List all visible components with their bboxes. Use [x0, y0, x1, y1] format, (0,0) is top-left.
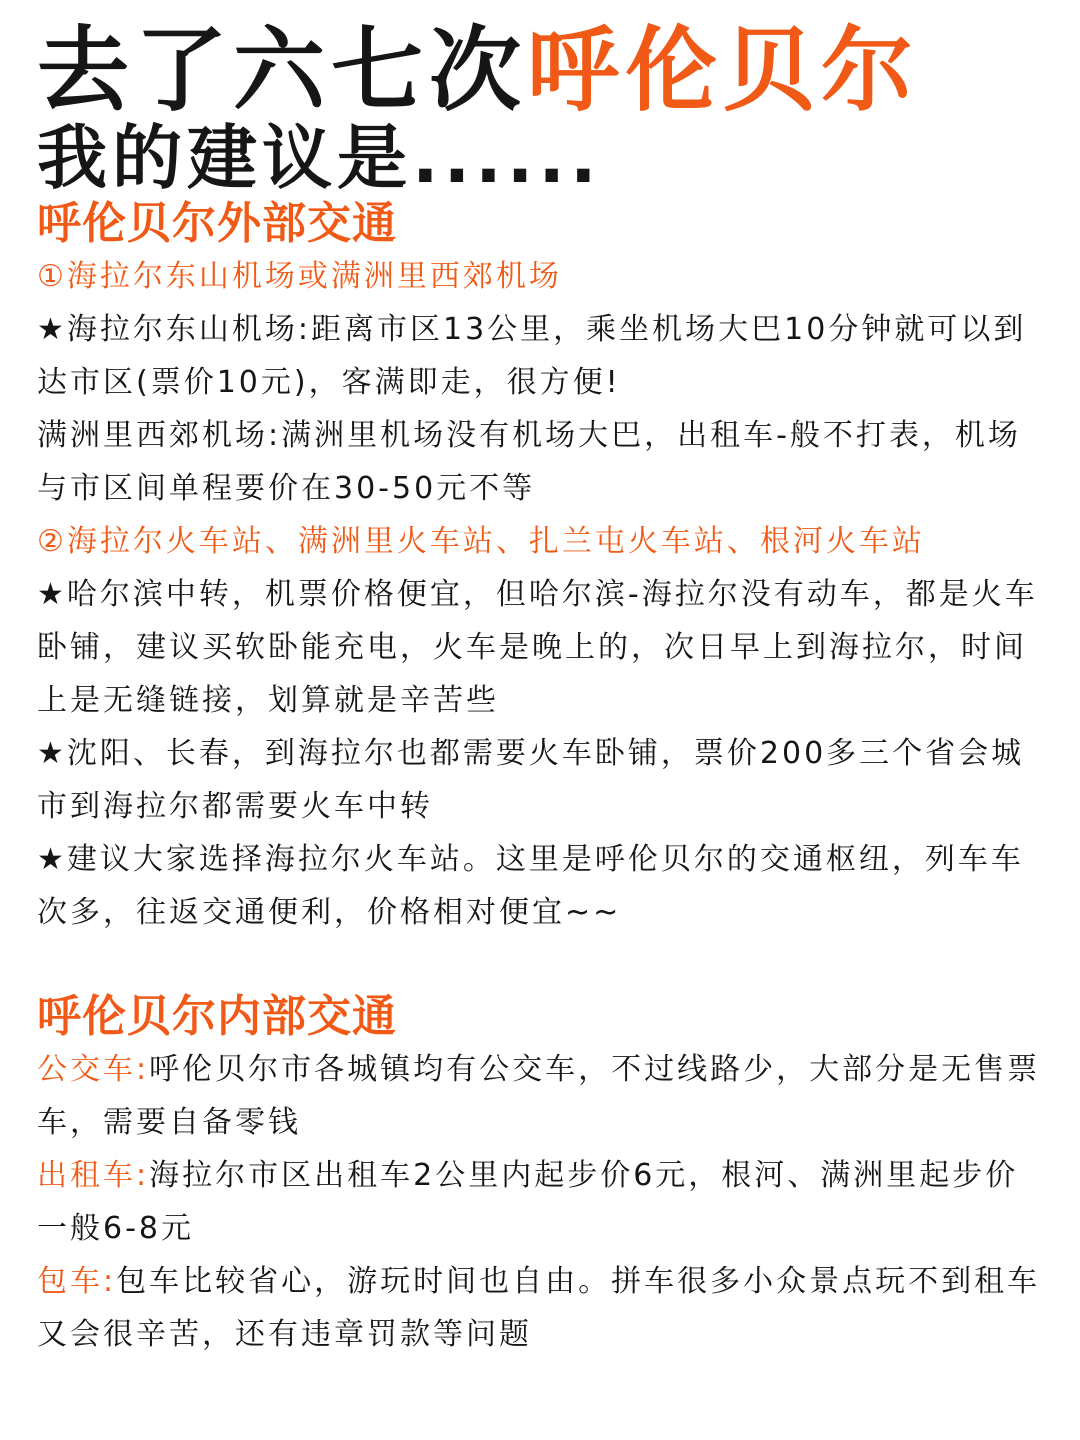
stations-heading: ②海拉尔火车站、满洲里火车站、扎兰屯火车站、根河火车站 — [37, 524, 925, 559]
bus-label: 公交车: — [37, 1052, 150, 1087]
internal-transport-heading: 呼伦贝尔内部交通 — [37, 991, 397, 1042]
external-transport-heading: 呼伦贝尔外部交通 — [37, 198, 397, 249]
subtitle: 我的建议是...... — [37, 117, 602, 199]
main-title-prefix: 去了六七次 — [37, 17, 528, 124]
bus-paragraph — [37, 1043, 1047, 1149]
dongshan-airport-paragraph: ★海拉尔东山机场:距离市区13公里，乘坐机场大巴10分钟就可以到达市区(票价10元)，客满即走，很方便! — [37, 312, 1027, 400]
xijiao-airport-paragraph: 满洲里西郊机场:满洲里机场没有机场大巴，出租车-般不打表，机场与市区间单程要价在30-50元不等 — [37, 418, 1021, 506]
airports-heading: ①海拉尔东山机场或满洲里西郊机场 — [37, 259, 562, 294]
harbin-transfer-paragraph: ★哈尔滨中转，机票价格便宜，但哈尔滨-海拉尔没有动车，都是火车卧铺，建议买软卧能充电，火车是晚上的，次日早上到海拉尔，时间上是无缝链接，划算就是辛苦些 — [37, 577, 1038, 718]
charter-paragraph — [37, 1255, 1047, 1361]
shenyang-changchun-paragraph: ★沈阳、长春，到海拉尔也都需要火车卧铺，票价200多三个省会城市到海拉尔都需要火车中转 — [37, 736, 1025, 824]
taxi-text: 海拉尔市区出租车2公里内起步价6元，根河、满洲里起步价一般6-8元 — [37, 1158, 1019, 1246]
bus-text: 呼伦贝尔市各城镇均有公交车，不过线路少，大部分是无售票车，需要自备零钱 — [37, 1052, 1041, 1140]
main-title — [37, 17, 1047, 124]
charter-label: 包车: — [37, 1264, 117, 1299]
taxi-paragraph — [37, 1149, 1047, 1255]
hailar-station-recommendation: ★建议大家选择海拉尔火车站。这里是呼伦贝尔的交通枢纽，列车车次多，往返交通便利，价格相对便宜~~ — [37, 842, 1024, 930]
taxi-label: 出租车: — [37, 1158, 150, 1193]
travel-tips-card — [37, 17, 1047, 1361]
main-title-highlight: 呼伦贝尔 — [527, 17, 920, 124]
charter-text: 包车比较省心，游玩时间也自由。拼车很多小众景点玩不到租车又会很辛苦，还有违章罚款等问题 — [37, 1264, 1041, 1352]
